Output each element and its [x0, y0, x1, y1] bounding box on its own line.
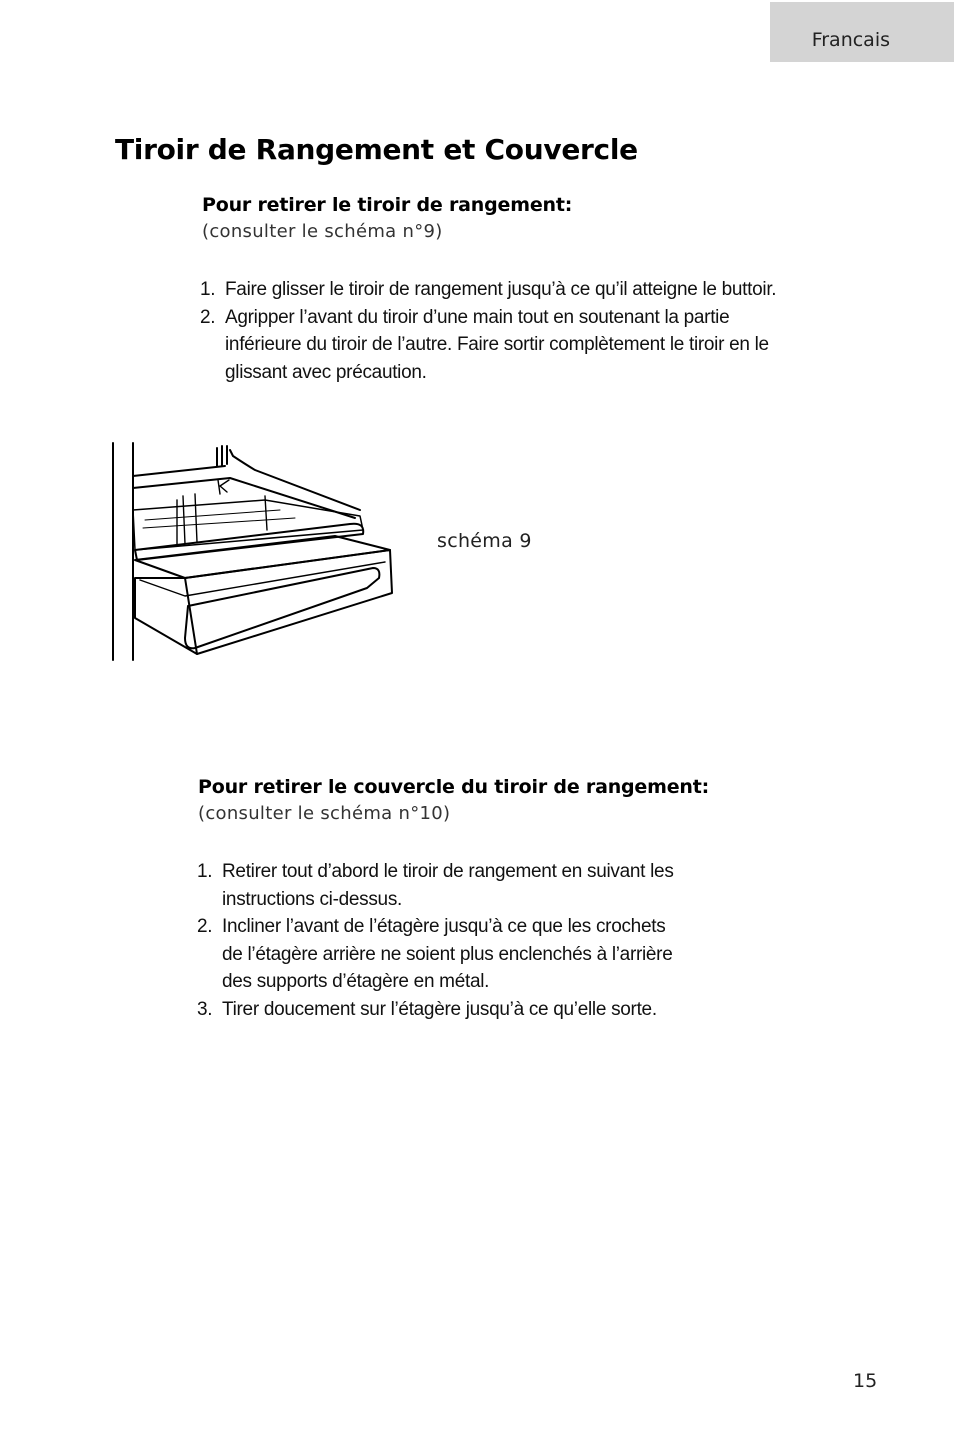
step-text-line: de l’étagère arrière ne soient plus enclenchés à l’arrière: [222, 943, 673, 965]
language-tab: [770, 2, 954, 62]
page-number: 15: [853, 1370, 878, 1392]
step-number: 1.: [200, 279, 216, 300]
step-text-line: Incliner l’avant de l’étagère jusqu’à ce que les crochets: [222, 916, 666, 937]
section1-step-1: [200, 276, 850, 304]
language-tab-label: Francais: [811, 29, 890, 51]
section2-reference: (consulter le schéma n°10): [198, 803, 451, 824]
section1-steps: [200, 276, 850, 386]
step-text-line: instructions ci-dessus.: [222, 888, 403, 910]
section2-heading: Pour retirer le couvercle du tiroir de rangement:: [198, 776, 710, 798]
step-text-line: glissant avec précaution.: [225, 361, 427, 383]
section2-step-2: [197, 913, 797, 996]
section2-step-3: [197, 996, 797, 1024]
step-number: 1.: [197, 861, 213, 882]
section2-steps: [197, 858, 797, 1023]
figure9-caption: schéma 9: [437, 530, 532, 552]
drawer-illustration: [105, 438, 405, 663]
step-number: 2.: [197, 916, 213, 937]
step-number: 3.: [197, 998, 213, 1020]
section1-heading: Pour retirer le tiroir de rangement:: [202, 194, 573, 216]
section1-reference: (consulter le schéma n°9): [202, 221, 443, 242]
section2-step-1: [197, 858, 797, 913]
step-number: 2.: [200, 306, 216, 328]
step-text-line: des supports d’étagère en métal.: [222, 971, 490, 992]
step-text-line: Agripper l’avant du tiroir d’une main tout en soutenant la partie: [225, 306, 730, 328]
step-text-line: Tirer doucement sur l’étagère jusqu’à ce qu’elle sorte.: [222, 998, 657, 1020]
step-text-line: Retirer tout d’abord le tiroir de rangement en suivant les: [222, 861, 674, 882]
step-text-line: inférieure du tiroir de l’autre. Faire sortir complètement le tiroir en le: [225, 334, 769, 355]
page-title: Tiroir de Rangement et Couvercle: [115, 133, 638, 166]
section1-step-2: [200, 304, 850, 387]
step-text: Faire glisser le tiroir de rangement jusqu’à ce qu’il atteigne le buttoir.: [225, 279, 777, 300]
